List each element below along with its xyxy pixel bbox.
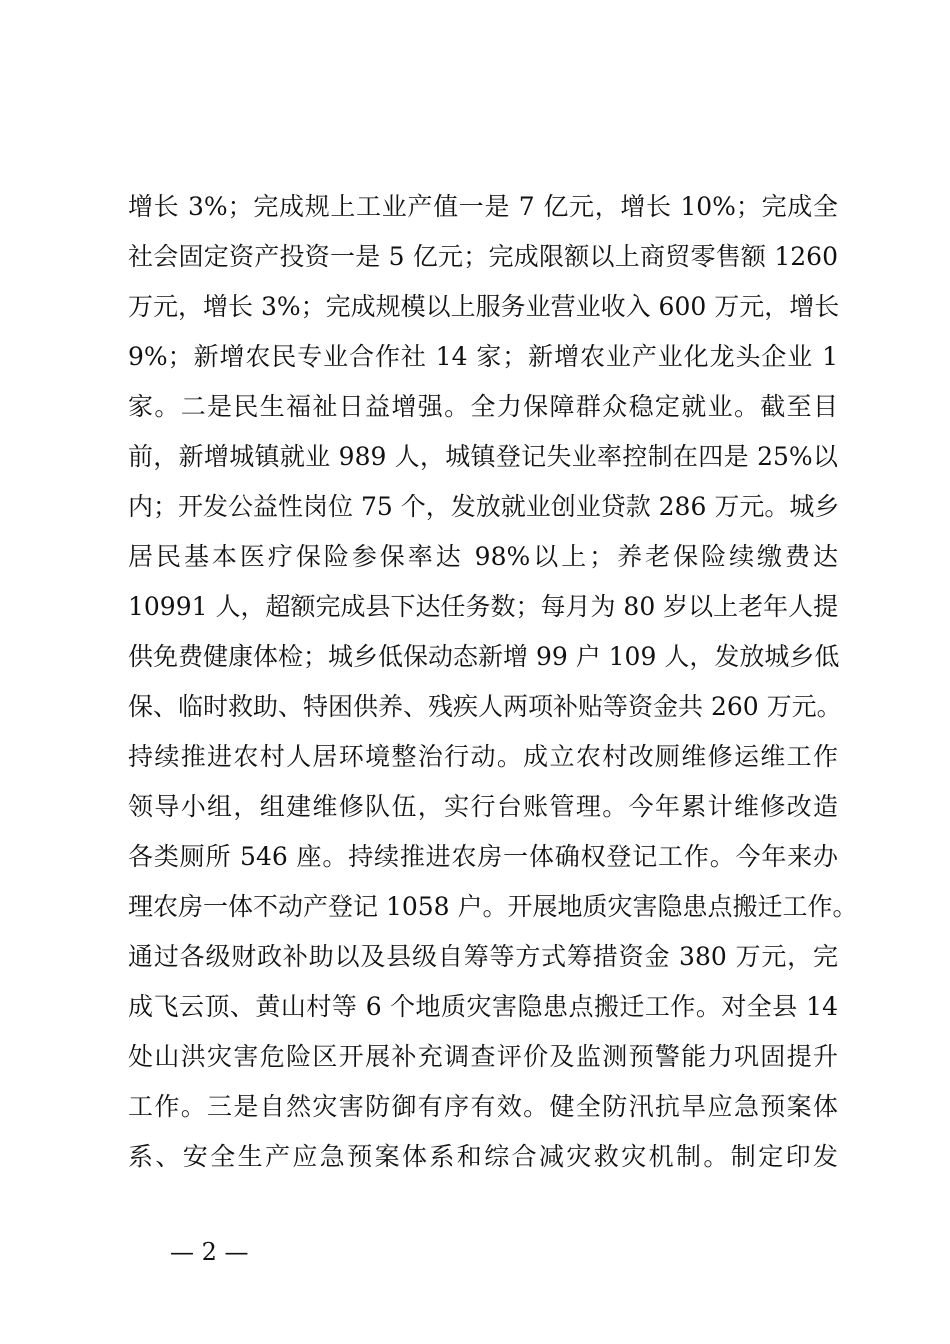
text-line: 领导小组，组建维修队伍，实行台账管理。今年累计维修改造 <box>128 792 838 821</box>
text-line: 理农房一体不动产登记 1058 户。开展地质灾害隐患点搬迁工作。 <box>128 892 858 921</box>
body-text <box>128 182 858 1182</box>
text-line: 前，新增城镇就业 989 人，城镇登记失业率控制在四是 25%以 <box>128 442 838 471</box>
text-line: 通过各级财政补助以及县级自筹等方式筹措资金 380 万元，完 <box>128 942 838 971</box>
text-line: 万元，增长 3%；完成规模以上服务业营业收入 600 万元，增长 <box>128 292 840 321</box>
text-line: 持续推进农村人居环境整治行动。成立农村改厕维修运维工作 <box>128 742 838 771</box>
text-line: 保、临时救助、特困供养、残疾人两项补贴等资金共 260 万元。 <box>128 692 842 721</box>
text-line: 家。二是民生福祉日益增强。全力保障群众稳定就业。截至目 <box>128 392 838 421</box>
text-line: 各类厕所 546 座。持续推进农房一体确权登记工作。今年来办 <box>128 842 838 871</box>
text-line: 内；开发公益性岗位 75 个，发放就业创业贷款 286 万元。城乡 <box>128 492 840 521</box>
text-line: 处山洪灾害危险区开展补充调查评价及监测预警能力巩固提升 <box>128 1042 838 1071</box>
text-line: 社会固定资产投资一是 5 亿元；完成限额以上商贸零售额 1260 <box>128 242 838 271</box>
text-line: 居民基本医疗保险参保率达 98%以上；养老保险续缴费达 <box>128 542 838 571</box>
text-line: 9%；新增农民专业合作社 14 家；新增农业产业化龙头企业 1 <box>128 342 838 371</box>
text-line: 增长 3%；完成规上工业产值一是 7 亿元，增长 10%；完成全 <box>128 192 838 221</box>
text-line: 供免费健康体检；城乡低保动态新增 99 户 109 人，发放城乡低 <box>128 642 840 671</box>
text-line: 成飞云顶、黄山村等 6 个地质灾害隐患点搬迁工作。对全县 14 <box>128 992 838 1021</box>
text-line: 10991 人，超额完成县下达任务数；每月为 80 岁以上老年人提 <box>128 592 839 621</box>
page-number: — 2 — <box>170 1238 249 1266</box>
text-line: 系、安全生产应急预案体系和综合减灾救灾机制。制定印发 <box>128 1142 838 1171</box>
text-line: 工作。三是自然灾害防御有序有效。健全防汛抗旱应急预案体 <box>128 1092 838 1121</box>
